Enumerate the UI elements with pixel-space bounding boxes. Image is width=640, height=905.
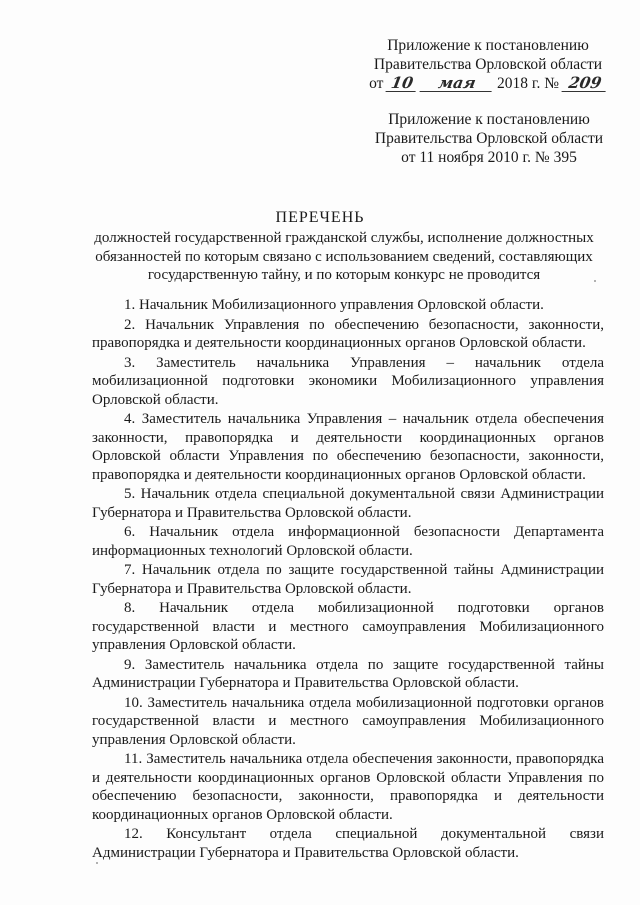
- list-item: 9. Заместитель начальника отдела по защите государственной тайны Администрации Губернатора и Правительства Орловской области.: [92, 656, 604, 691]
- list-item: 8. Начальник отдела мобилизационной подготовки органов государственной власти и местного самоуправления Мобилизационного управления Орловской области.: [92, 600, 604, 653]
- scan-speck: [96, 862, 98, 864]
- document-subtitle: должностей государственной гражданской службы, исполнение должностных обязанностей по которым связано с использованием сведений, составляющих государственную тайну, и по которым конкурс не проводится: [94, 230, 594, 283]
- list-item: 12. Консультант отдела специальной документальной связи Администрации Губернатора и Правительства Орловской области.: [92, 826, 604, 861]
- list-item: 3. Заместитель начальника Управления – начальник отдела мобилизационной подготовки экономики Мобилизационного управления Орловской области.: [92, 354, 604, 408]
- scan-speck: [594, 280, 596, 282]
- annex-line-2: Правительства Орловской области: [373, 56, 603, 73]
- handwritten-number: 209: [561, 75, 608, 92]
- list-item: 7. Начальник отдела по защите государственной тайны Администрации Губернатора и Правительства Орловской области.: [92, 562, 604, 597]
- list-item: 10. Заместитель начальника отдела мобилизационной подготовки органов государственной власти и местного самоуправления Мобилизационного управления Орловской области.: [92, 694, 604, 748]
- order-prefix: от: [369, 75, 384, 92]
- original-annex-line-3: от 11 ноября 2010 г. № 395: [401, 149, 577, 166]
- original-annex-line-1: Приложение к постановлению: [388, 111, 590, 128]
- original-annex-line-2: Правительства Орловской области: [374, 130, 604, 147]
- list-item: 4. Заместитель начальника Управления – начальник отдела обеспечения законности, правопорядка и деятельности координационных органов Орловской области Управления по обеспечению безопасности, законности, правопорядка и деятельности координационных органов Орловской области.: [92, 411, 604, 483]
- original-annex-header: [374, 110, 604, 167]
- list-item: 1. Начальник Мобилизационного управления Орловской области.: [124, 297, 544, 313]
- annex-line-1: Приложение к постановлению: [387, 37, 589, 54]
- list-item: 6. Начальник отдела информационной безопасности Департамента информационных технологий Орловской области.: [92, 524, 604, 559]
- list-item: 11. Заместитель начальника отдела обеспечения законности, правопорядка и деятельности координационных органов Орловской области Управления по обеспечению безопасности, законности, правопорядка и деятельности координационных органов Орловской области.: [92, 751, 604, 823]
- annex-header: [368, 36, 608, 93]
- order-date-line: [368, 74, 608, 93]
- order-year: 2018 г. №: [497, 75, 560, 92]
- list-item: 2. Начальник Управления по обеспечению безопасности, законности, правопорядка и деятельности координационных органов Орловской области.: [92, 316, 604, 351]
- handwritten-day: 10: [386, 75, 419, 92]
- handwritten-month: мая: [420, 75, 495, 92]
- list-item: 5. Начальник отдела специальной документальной связи Администрации Губернатора и Правительства Орловской области.: [92, 486, 604, 521]
- positions-list: [92, 296, 604, 863]
- document-title: ПЕРЕЧЕНЬ: [275, 209, 365, 226]
